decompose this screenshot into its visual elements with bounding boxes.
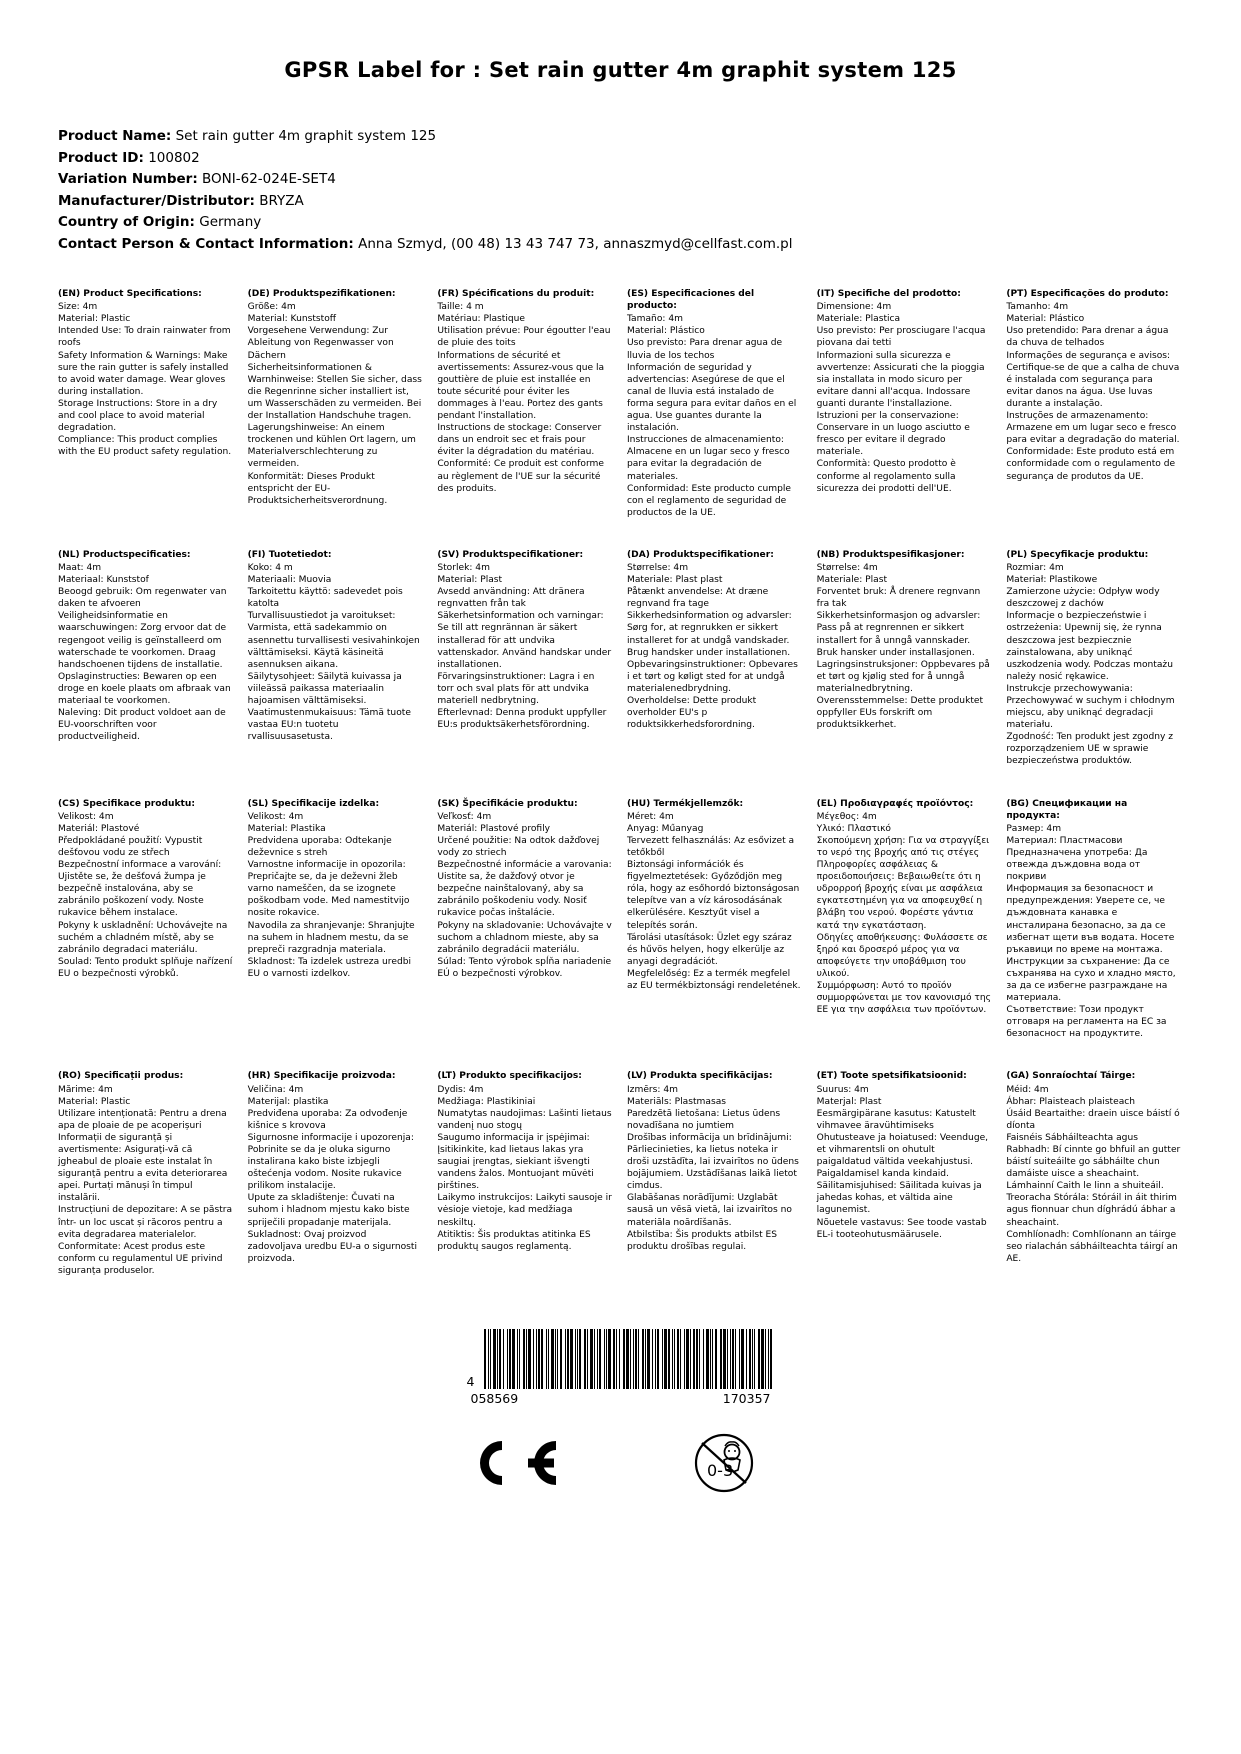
spec-line: Vaatimustenmukaisuus: Tämä tuote vastaa EU:n tuotetu rvallisuusasetusta. <box>247 708 411 743</box>
ce-mark-icon <box>466 1433 562 1497</box>
spec-language-heading: (CS) Specifikace produktu: <box>58 798 195 809</box>
spec-language-heading: (ET) Toote spetsifikatsioonid: <box>816 1071 967 1082</box>
spec-cell <box>58 798 235 1071</box>
spec-language-heading: (BG) Спецификации на продукта: <box>1006 798 1128 821</box>
spec-line: Informazioni sulla sicurezza e avvertenze: Assicurati che la pioggia sia installata in modo sicuro per evitare danni all'acqua. Indossare guanti durante l'installazione. <box>816 350 985 409</box>
spec-language-heading: (LT) Produkto specifikacijos: <box>437 1071 582 1082</box>
spec-language-heading: (DA) Produktspecifikationer: <box>627 549 774 560</box>
barcode-left-digit: 4 <box>466 1374 475 1390</box>
spec-line: Skladnost: Ta izdelek ustreza uredbi EU o varnosti izdelkov. <box>247 956 412 979</box>
spec-line: Lagringsinstruksjoner: Oppbevares på et tørt og kjølig sted for å unngå materialnedbrytning. <box>816 659 990 694</box>
specifications-grid <box>58 288 1183 1307</box>
spec-line: Materiaali: Muovia <box>247 575 332 586</box>
spec-line: Předpokládané použití: Vypustit dešťovou vodu ze střech <box>58 835 203 858</box>
spec-cell <box>1006 1070 1183 1307</box>
spec-line: Overensstemmelse: Dette produktet oppfyller EUs forskrift om produktsikkerhet. <box>816 696 984 731</box>
spec-cell <box>1006 798 1183 1071</box>
spec-line: Tarkoitettu käyttö: sadevedet pois katolta <box>247 587 403 610</box>
spec-language-heading: (PL) Specyfikacje produktu: <box>1006 549 1149 560</box>
spec-line: Biztonsági információk és figyelmeztetések: Győződjön meg róla, hogy az esőhordó biztonságosan telepítve van a víz károsodásának elkerülésére. Kesztyűt visel a telepítés során. <box>627 860 800 931</box>
country-of-origin-value: Germany <box>199 214 262 231</box>
spec-line: Sigurnosne informacije i upozorenja: Pobrinite se da je oluka sigurno instalirana kako biste izbjegli oštećenja vodom. Nosite rukavice prilikom instalacije. <box>247 1132 414 1192</box>
manufacturer-value: BRYZA <box>259 192 304 209</box>
spec-line: Atbilstība: Šis produkts atbilst ES produktu drošības regulai. <box>627 1229 778 1252</box>
spec-line: Материал: Пластмасови <box>1006 835 1123 846</box>
page-title: GPSR Label for : Set rain gutter 4m graphit system 125 <box>284 58 957 82</box>
spec-line: Materiale: Plast plast <box>627 575 723 586</box>
barcode-group-2: 170357 <box>722 1391 771 1407</box>
spec-line: Uso pretendido: Para drenar a água da chuva de telhados <box>1006 326 1169 349</box>
spec-cell <box>437 798 614 1071</box>
spec-line: Materiał: Plastikowe <box>1006 575 1098 586</box>
spec-cell <box>248 288 425 549</box>
spec-line: Varnostne informacije in opozorila: Prepričajte se, da je deževni žleb varno nameščen, da se izognete poškodbam vode. Med namestitvijo nosite rokavice. <box>247 860 410 919</box>
spec-line: Material: Plástico <box>1006 314 1085 325</box>
spec-language-heading: (ES) Especificaciones del producto: <box>627 289 755 312</box>
spec-line: Instrukcje przechowywania: Przechowywać w suchym i chłodnym miejscu, aby uniknąć degradacji materiału. <box>1006 683 1175 731</box>
spec-line: Naleving: Dit product voldoet aan de EU-voorschriften voor productveiligheid. <box>58 708 226 743</box>
spec-language-heading: (GA) Sonraíochtaí Táirge: <box>1006 1071 1136 1082</box>
spec-line: Instrucțiuni de depozitare: A se păstra într- un loc uscat și răcoros pentru a evita degradarea materialelor. <box>58 1205 233 1240</box>
spec-line: Zgodność: Ten produkt jest zgodny z rozporządzeniem UE w sprawie bezpieczeństwa produktów. <box>1006 732 1174 767</box>
spec-cell <box>627 549 804 798</box>
spec-cell <box>437 288 614 549</box>
spec-language-heading: (HU) Termékjellemzők: <box>627 798 744 809</box>
spec-line: Conformidad: Este producto cumple con el reglamento de seguridad de productos de la UE. <box>627 483 791 518</box>
spec-language-heading: (SK) Špecifikácie produktu: <box>437 798 578 809</box>
spec-line: Medžiaga: Plastikiniai <box>437 1096 536 1107</box>
spec-cell <box>437 549 614 798</box>
spec-line: Sikkerhedsinformation og advarsler: Sørg for, at regnrukken er sikkert installeret for at undgå vandskader. Brug handsker under installationen. <box>627 611 792 658</box>
spec-cell <box>627 1070 804 1307</box>
spec-line: Beoogd gebruik: Om regenwater van daken te afvoeren <box>58 587 227 610</box>
country-of-origin-label: Country of Origin: <box>58 214 195 231</box>
spec-line: Sikkerhetsinformasjon og advarsler: Pass på at regnrennen er sikkert installert for å unngå vannskader. Bruk hansker under installasjonen. <box>816 611 981 658</box>
spec-line: Informacje o bezpieczeństwie i ostrzeżenia: Upewnij się, że rynna deszczowa jest bezpiecznie zainstalowana, aby uniknąć uszkodzenia wody. Podczas montażu należy nosić rękawice. <box>1006 611 1173 682</box>
barcode-group-1: 058569 <box>470 1391 519 1407</box>
spec-line: Faisnéis Sábháilteachta agus Rabhadh: Bí cinnte go bhfuil an gutter báistí suiteáilte go sábháilte chun damáiste uisce a sheachaint. Lámhainní Caith le linn a shuiteáil. <box>1006 1132 1181 1192</box>
spec-line: Velikost: 4m <box>247 811 304 822</box>
spec-line: Eesmärgipärane kasutus: Katustelt vihmavee äravühtimiseks <box>816 1108 976 1131</box>
spec-line: Opbevaringsinstruktioner: Opbevares i et tørt og køligt sted for at undgå materialenedbrydning. <box>627 659 798 694</box>
contact-label: Contact Person & Contact Information: <box>58 235 354 252</box>
spec-line: Materiál: Plastové <box>58 823 140 834</box>
spec-line: Koko: 4 m <box>247 562 293 573</box>
spec-line: Informații de siguranță și avertismente: Asigurați-vă că jgheabul de ploaie este instalat în siguranță pentru a evita deteriorarea apei. Purtați mănuși în timpul instalării. <box>58 1132 228 1204</box>
spec-line: Σκοπούμενη χρήση: Για να στραγγίξει το νερό της βροχής από τις στέγες <box>816 835 990 858</box>
spec-line: Zamierzone użycie: Odpływ wody deszczowej z dachów <box>1006 587 1160 610</box>
spec-cell <box>1006 288 1183 549</box>
spec-line: Material: Plastic <box>58 314 131 325</box>
spec-line: Pokyny na skladovanie: Uchovávajte v suchom a chladnom mieste, aby sa zabránilo degradácii materiálu. <box>437 920 612 955</box>
spec-line: Navodila za shranjevanje: Shranjujte na suhem in hladnem mestu, da se prepreči razgradnja materiala. <box>247 920 415 955</box>
spec-line: Nõuetele vastavus: See toode vastab EL-i tooteohutusmäärusele. <box>816 1217 987 1240</box>
spec-line: Størrelse: 4m <box>816 562 878 573</box>
spec-line: Paredzētā lietošana: Lietus ūdens novadīšana no jumtiem <box>627 1108 781 1131</box>
spec-line: Storage Instructions: Store in a dry and cool place to avoid material degradation. <box>58 398 218 434</box>
no-children-under-3-icon <box>672 1432 776 1498</box>
spec-line: Säkerhetsinformation och varningar: Se till att regnrännan är säkert installerad för att undvika vattenskador. Använd handskar under installationen. <box>437 611 612 670</box>
spec-line: Intended Use: To drain rainwater from roofs <box>58 326 231 349</box>
spec-line: Dydis: 4m <box>437 1084 484 1095</box>
product-id-label: Product ID: <box>58 149 144 166</box>
spec-line: Οδηγίες αποθήκευσης: Φυλάσσετε σε ξηρό και δροσερό μέρος για να αποφεύγετε την υποβάθμιση του υλικού. <box>816 932 988 979</box>
spec-line: Vorgesehene Verwendung: Zur Ableitung von Regenwasser von Dächern <box>247 326 394 361</box>
spec-line: Avsedd användning: Att dränera regnvatten från tak <box>437 587 585 610</box>
spec-line: Tamanho: 4m <box>1006 302 1069 313</box>
spec-line: Tamaño: 4m <box>627 314 683 325</box>
spec-line: Lagerungshinweise: An einem trockenen und kühlen Ort lagern, um Materialverschlechterung zu vermeiden. <box>247 423 416 470</box>
spec-line: Conformidade: Este produto está em conformidade com o regulamento de segurança de produtos da UE. <box>1006 447 1176 482</box>
spec-cell <box>58 549 235 798</box>
spec-line: Инструкции за съхранение: Да се съхранява на сухо и хладно място, за да се избегне разграждане на материала. <box>1006 956 1176 1004</box>
spec-line: Instrucciones de almacenamiento: Almacene en un lugar seco y fresco para evitar la degradación de materiales. <box>627 435 790 482</box>
spec-line: Bezpečnostní informace a varování: Ujistěte se, že dešťová žumpa je bezpečně instalována, aby se zabránilo poškození vody. Noste rukavice během instalace. <box>58 860 222 919</box>
spec-line: Υλικό: Πλαστικό <box>816 823 892 834</box>
spec-line: Compliance: This product complies with the EU product safety regulation. <box>58 435 232 458</box>
spec-line: Pokyny k uskladnění: Uchovávejte na suchém a chladném místě, aby se zabránilo degradaci materiálu. <box>58 920 228 955</box>
spec-line: Uso previsto: Para drenar agua de lluvia de los techos <box>627 338 783 361</box>
spec-line: Turvallisuustiedot ja varoitukset: Varmista, että sadekammio on asennettu turvallisesti vesivahinkojen välttämiseksi. Käytä käsineitä asennuksen aikana. <box>247 611 420 670</box>
spec-line: Informations de sécurité et avertissements: Assurez-vous que la gouttière de pluie est installée en toute sécurité pour éviter les dommages à l'eau. Portez des gants pendant l'installation. <box>437 350 605 422</box>
contact-value: Anna Szmyd, (00 48) 13 43 747 73, annaszmyd@cellfast.com.pl <box>358 235 793 252</box>
spec-line: Material: Kunststoff <box>247 314 337 325</box>
meta-row-product-name <box>58 126 1183 147</box>
spec-cell <box>58 288 235 549</box>
spec-line: Sicherheitsinformationen & Warnhinweise: Stellen Sie sicher, dass die Regenrinne sicher installiert ist, um Wasserschäden zu vermeiden. Bei der Installation Handschuhe tragen. <box>247 362 422 422</box>
barcode-row <box>467 1329 775 1389</box>
spec-cell <box>817 798 994 1071</box>
variation-number-value: BONI-62-024E-SET4 <box>202 171 336 188</box>
spec-line: Konformität: Dieses Produkt entspricht der EU-Produktsicherheitsverordnung. <box>247 471 388 506</box>
spec-language-heading: (DE) Produktspezifikationen: <box>247 289 396 300</box>
product-name-label: Product Name: <box>58 128 172 144</box>
spec-line: Material: Plástico <box>627 326 705 337</box>
spec-line: Taille: 4 m <box>437 302 484 313</box>
spec-line: Istruzioni per la conservazione: Conservare in un luogo asciutto e fresco per evitare il degrado materiale. <box>816 411 970 458</box>
spec-line: Rozmiar: 4m <box>1006 562 1064 573</box>
spec-line: Suurus: 4m <box>816 1084 869 1095</box>
spec-line: Atitiktis: Šis produktas atitinka ES produktų saugos reglamentą. <box>437 1229 591 1252</box>
spec-line: Instruções de armazenamento: Armazene em um lugar seco e fresco para evitar a degradação do material. <box>1006 411 1180 446</box>
spec-line: Anyag: Műanyag <box>627 823 704 834</box>
meta-row-contact <box>58 234 1183 255</box>
spec-line: Treoracha Stórála: Stóráil in áit thirim agus fionnuar chun díghrádú ábhar a sheachaint. <box>1006 1193 1177 1228</box>
manufacturer-label: Manufacturer/Distributor: <box>58 192 255 209</box>
spec-line: Größe: 4m <box>247 302 296 313</box>
spec-line: Materiale: Plast <box>816 575 888 586</box>
variation-number-label: Variation Number: <box>58 171 198 188</box>
spec-language-heading: (SV) Produktspecifikationer: <box>437 549 584 560</box>
spec-language-heading: (IT) Specifiche del prodotto: <box>816 289 961 300</box>
spec-language-heading: (HR) Specifikacije proizvoda: <box>247 1071 396 1082</box>
spec-line: Säilitamisjuhised: Säilitada kuivas ja jahedas kohas, et vältida aine lagunemist. <box>816 1181 982 1216</box>
spec-line: Utilizare intenționată: Pentru a drena apa de ploaie de pe acoperișuri <box>58 1108 227 1131</box>
spec-line: Efterlevnad: Denna produkt uppfyller EU:s produktsäkerhetsförordning. <box>437 708 607 731</box>
spec-line: Materiale: Plastica <box>816 314 901 325</box>
spec-line: Material: Plast <box>437 575 503 586</box>
spec-line: Размер: 4m <box>1006 823 1062 834</box>
spec-line: Predviđena uporaba: Za odvođenje kišnice s krovova <box>247 1108 408 1131</box>
svg-text:0-3: 0-3 <box>706 1461 733 1481</box>
meta-row-product-id <box>58 148 1183 169</box>
spec-line: Material: Plastic <box>58 1096 131 1107</box>
spec-line: Tárolási utasítások: Üzlet egy száraz és hűvös helyen, hogy elkerülje az anyagi degradációt. <box>627 932 792 967</box>
product-id-value: 100802 <box>148 149 200 166</box>
spec-line: Størrelse: 4m <box>627 562 689 573</box>
barcode-bars <box>484 1329 774 1389</box>
spec-line: Velikost: 4m <box>58 811 114 822</box>
spec-line: Tervezett felhasználás: Az esővizet a tetőkből <box>627 835 795 858</box>
spec-line: Съответствие: Този продукт отговаря на регламента на ЕС за безопасност на продуктите. <box>1006 1005 1167 1040</box>
spec-line: Numatytas naudojimas: Lašinti lietaus vandenį nuo stogų <box>437 1108 612 1131</box>
spec-line: Matériau: Plastique <box>437 314 526 325</box>
spec-cell <box>817 1070 994 1307</box>
spec-line: Comhlíonadh: Comhlíonann an táirge seo rialachán sábháilteachta táirgí an AE. <box>1006 1229 1178 1264</box>
spec-line: Ábhar: Plaisteach plaisteach <box>1006 1096 1136 1107</box>
spec-language-heading: (NB) Produktspesifikasjoner: <box>816 549 965 560</box>
spec-line: Ohutusteave ja hoiatused: Veenduge, et vihmarentsli on ohutult paigaldatud vältida veekahjustusi. Paigaldamisel kanda kindaid. <box>816 1132 989 1180</box>
spec-line: Materjal: Plast <box>816 1096 882 1107</box>
spec-line: Safety Information & Warnings: Make sure the rain gutter is safely installed to avoid water damage. Wear gloves during installation. <box>58 350 229 397</box>
spec-cell <box>248 549 425 798</box>
spec-cell <box>817 288 994 549</box>
spec-line: Συμμόρφωση: Αυτό το προϊόν συμμορφώνεται με τον κανονισμό της ΕΕ για την ασφάλεια των προϊόντων. <box>816 980 991 1016</box>
spec-line: Predvidena uporaba: Odtekanje deževnice s streh <box>247 835 392 858</box>
meta-row-variation <box>58 169 1183 190</box>
spec-language-heading: (LV) Produkta specifikācijas: <box>627 1071 773 1082</box>
spec-language-heading: (EL) Προδιαγραφές προϊόντος: <box>816 798 974 809</box>
product-name-value: Set rain gutter 4m graphit system 125 <box>175 128 437 144</box>
spec-line: Izmērs: 4m <box>627 1084 678 1095</box>
spec-cell <box>58 1070 235 1307</box>
spec-cell <box>627 798 804 1071</box>
spec-language-heading: (FR) Spécifications du produit: <box>437 289 595 300</box>
spec-line: Conformité: Ce produit est conforme au règlement de l'UE sur la sécurité des produits. <box>437 459 604 494</box>
spec-line: Uso previsto: Per prosciugare l'acqua piovana dai tetti <box>816 326 986 349</box>
spec-line: Materijal: plastika <box>247 1096 329 1107</box>
spec-line: Информация за безопасност и предупреждения: Уверете се, че дъждовната канавка е инсталирана безопасно, за да се избегнат щети във водата. Носете ръкавици по време на монтажа. <box>1006 884 1175 955</box>
spec-line: Mărime: 4m <box>58 1084 113 1095</box>
spec-line: Úsáid Beartaithe: draein uisce báistí ó díonta <box>1006 1108 1180 1131</box>
spec-cell <box>1006 549 1183 798</box>
spec-line: Forventet bruk: Å drenere regnvann fra tak <box>816 587 981 610</box>
barcode-area <box>58 1329 1183 1406</box>
meta-row-country <box>58 212 1183 233</box>
meta-row-manufacturer <box>58 191 1183 212</box>
compliance-marks <box>58 1432 1183 1498</box>
spec-language-heading: (FI) Tuotetiedot: <box>247 549 332 560</box>
spec-line: Bezpečnostné informácie a varovania: Uistite sa, že dažďový otvor je bezpečne nainštalovaný, aby sa zabránilo poškodeniu vody. Nosiť rukavice počas inštalácie. <box>437 860 612 919</box>
spec-cell <box>627 288 804 549</box>
product-meta <box>58 126 1183 254</box>
spec-line: Overholdelse: Dette produkt overholder EU's p roduktsikkerhedsforordning. <box>627 696 757 731</box>
spec-line: Maat: 4m <box>58 562 102 573</box>
spec-line: Laikymo instrukcijos: Laikyti sausoje ir vėsioje vietoje, kad medžiaga neskiltų. <box>437 1193 612 1228</box>
spec-language-heading: (EN) Product Specifications: <box>58 289 202 300</box>
spec-line: Materiāls: Plastmasas <box>627 1096 727 1107</box>
spec-line: Sukladnost: Ovaj proizvod zadovoljava uredbu EU-a o sigurnosti proizvoda. <box>247 1229 417 1264</box>
spec-language-heading: (SL) Specifikacije izdelka: <box>247 798 380 809</box>
spec-line: Veiligheidsinformatie en waarschuwingen: Zorg ervoor dat de regengoot veilig is geïnstalleerd om waterschade te voorkomen. Draag handschoenen tijdens de installatie. <box>58 611 227 670</box>
spec-line: Πληροφορίες ασφάλειας & προειδοποιήσεις: Βεβαιωθείτε ότι η υδρορροή βροχής είναι με ασφάλεια εγκατεστημένη για να αποφευχθεί η βλάβη του νερού. Φορέστε γάντια κατά την εγκατάσταση. <box>816 860 983 931</box>
spec-line: Säilytysohjeet: Säilytä kuivassa ja viileässä paikassa materiaalin hajoamisen välttämiseksi. <box>247 671 402 706</box>
spec-line: Určené použitie: Na odtok dažďovej vody zo striech <box>437 835 600 858</box>
spec-line: Materiaal: Kunststof <box>58 575 149 586</box>
spec-line: Storlek: 4m <box>437 562 490 573</box>
spec-language-heading: (PT) Especificações do produto: <box>1006 289 1169 300</box>
spec-line: Méret: 4m <box>627 811 674 822</box>
spec-line: Conformitate: Acest produs este conform cu regulamentul UE privind siguranța produselor. <box>58 1241 223 1276</box>
spec-line: Instructions de stockage: Conserver dans un endroit sec et frais pour éviter la dégradation du matériau. <box>437 423 602 458</box>
spec-cell <box>248 798 425 1071</box>
spec-line: Megfelelőség: Ez a termék megfelel az EU termékbiztonsági rendeletének. <box>627 968 801 991</box>
spec-line: Informações de segurança e avisos: Certifique-se de que a calha de chuva é instalada com segurança para evitar danos na água. Use luvas durante a instalação. <box>1006 350 1180 409</box>
spec-line: Méid: 4m <box>1006 1084 1049 1095</box>
spec-line: Μέγεθος: 4m <box>816 811 877 822</box>
spec-line: Utilisation prévue: Pour égoutter l'eau de pluie des toits <box>437 326 611 349</box>
spec-line: Upute za skladištenje: Čuvati na suhom i hladnom mjestu kako biste spriječili propadanje materijala. <box>247 1193 410 1228</box>
spec-cell <box>817 549 994 798</box>
spec-line: Size: 4m <box>58 302 98 313</box>
spec-line: Veľkosť: 4m <box>437 811 492 822</box>
spec-line: Información de seguridad y advertencias: Asegúrese de que el canal de lluvia está instalado de forma segura para evitar daños en el agua. Use guantes durante la instalación. <box>627 362 797 434</box>
spec-line: Material: Plastika <box>247 823 326 834</box>
spec-line: Opslaginstructies: Bewaren op een droge en koele plaats om afbraak van materiaal te voorkomen. <box>58 671 231 706</box>
spec-line: Súlad: Tento výrobok spĺňa nariadenie EÚ o bezpečnosti výrobkov. <box>437 956 612 979</box>
spec-language-heading: (NL) Productspecificaties: <box>58 549 191 560</box>
spec-line: Drošības informācija un brīdinājumi: Pārliecinieties, ka lietus noteka ir droši uzstādīta, lai izvairītos no ūdens bojājumiem. Uzstādīšanas laikā lietot cimdus. <box>627 1132 799 1192</box>
spec-cell <box>437 1070 614 1307</box>
spec-line: Veličina: 4m <box>247 1084 304 1095</box>
spec-line: Soulad: Tento produkt splňuje nařízení EU o bezpečnosti výrobků. <box>58 956 233 979</box>
spec-line: Saugumo informacija ir įspėjimai: Įsitikinkite, kad lietaus lakas yra saugiai įrengtas, siekiant išvengti vandens žalos. Montuojant mūvėti pirštines. <box>437 1132 594 1192</box>
spec-line: Förvaringsinstruktioner: Lagra i en torr och sval plats för att undvika materiell nedbrytning. <box>437 671 595 706</box>
spec-line: Предназначена употреба: Да отвежда дъждовна вода от покриви <box>1006 847 1148 883</box>
spec-line: Glabāšanas norādījumi: Uzglabāt sausā un vēsā vietā, lai izvairītos no materiāla noārdīšanās. <box>627 1193 792 1228</box>
spec-line: Conformità: Questo prodotto è conforme al regolamento sulla sicurezza dei prodotti dell'UE. <box>816 459 956 494</box>
spec-line: Materiál: Plastové profily <box>437 823 551 834</box>
spec-line: Påtænkt anvendelse: At dræne regnvand fra tage <box>627 587 769 610</box>
spec-language-heading: (RO) Specificații produs: <box>58 1071 184 1082</box>
spec-cell <box>248 1070 425 1307</box>
barcode-number-labels <box>471 1391 771 1406</box>
spec-line: Dimensione: 4m <box>816 302 892 313</box>
